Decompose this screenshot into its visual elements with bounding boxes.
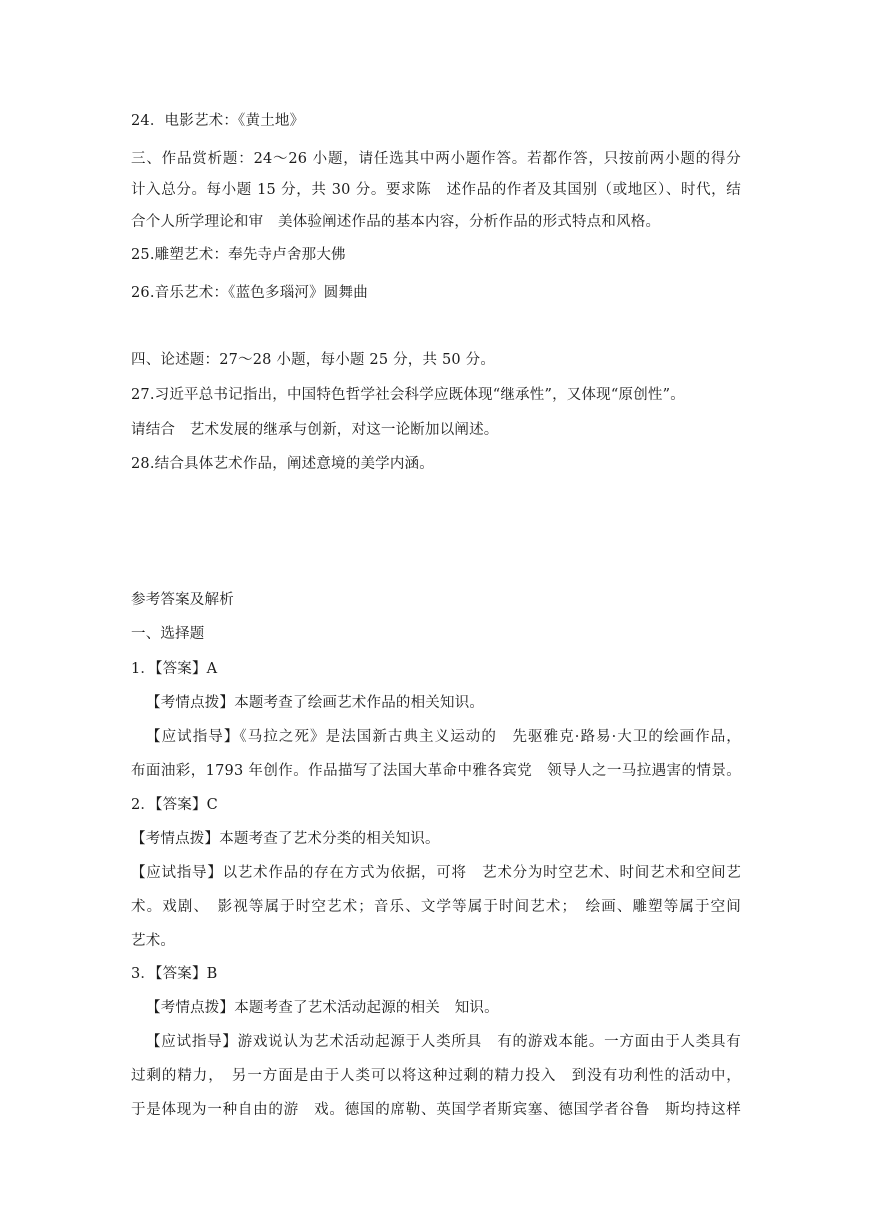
answers-title: 参考答案及解析 [131, 592, 234, 608]
section-3-heading: 三、作品赏析题：24～26 小题，请任选其中两小题作答。若都作答，只按前两小题的得分 [131, 151, 741, 167]
answer-2-guide-line-3: 艺术。 [131, 933, 176, 949]
answer-2-guide-line-2: 术。戏剧、 影视等属于时空艺术；音乐、文学等属于时间艺术； 绘画、雕塑等属于空间 [131, 899, 741, 915]
answer-3: 3．【答案】B [131, 966, 218, 982]
question-24-film: 24．电影艺术：《黄土地》 [131, 113, 305, 129]
answer-2-point: 【考情点拨】本题考查了艺术分类的相关知识。 [131, 831, 440, 847]
answer-3-guide-line-2: 过剩的精力， 另一方面是由于人类可以将这种过剩的精力投入 到没有功利性的活动中， [131, 1068, 741, 1084]
answers-section-1-heading: 一、选择题 [131, 626, 205, 642]
question-26-music: 26.音乐艺术：《蓝色多瑙河》圆舞曲 [131, 285, 368, 301]
question-27-line-2: 请结合 艺术发展的继承与创新，对这一论断加以阐述。 [131, 422, 499, 438]
answer-1-point: 【考情点拨】本题考查了绘画艺术作品的相关知识。 [146, 695, 485, 711]
answer-3-guide-line-3: 于是体现为一种自由的游 戏。德国的席勒、英国学者斯宾塞、德国学者谷鲁 斯均持这样 [131, 1102, 741, 1118]
answer-2: 2．【答案】C [131, 797, 218, 813]
answer-3-point: 【考情点拨】本题考查了艺术活动起源的相关 知识。 [146, 1000, 499, 1016]
answer-2-guide-line-1: 【应试指导】以艺术作品的存在方式为依据，可将 艺术分为时空艺术、时间艺术和空间艺 [131, 865, 741, 881]
section-3-instructions-line-2: 计入总分。每小题 15 分，共 30 分。要求陈 述作品的作者及其国别（或地区）、时代，结 [131, 182, 741, 198]
answer-1-guide-line-2: 布面油彩，1793 年创作。作品描写了法国大革命中雅各宾党 领导人之一马拉遇害的情景。 [131, 763, 741, 779]
answer-3-guide-line-1: 【应试指导】游戏说认为艺术活动起源于人类所具 有的游戏本能。一方面由于人类具有 [146, 1034, 741, 1050]
answer-1-guide-line-1: 【应试指导】《马拉之死》是法国新古典主义运动的 先驱雅克·路易·大卫的绘画作品， [146, 729, 741, 745]
question-28: 28.结合具体艺术作品，阐述意境的美学内涵。 [131, 456, 434, 472]
question-25-sculpture: 25.雕塑艺术：奉先寺卢舍那大佛 [131, 247, 346, 263]
answer-1: 1．【答案】A [131, 661, 218, 677]
question-27-line-1: 27.习近平总书记指出，中国特色哲学社会科学应既体现“继承性”，又体现“原创性”。 [131, 387, 685, 403]
section-4-heading: 四、论述题：27～28 小题，每小题 25 分，共 50 分。 [131, 352, 496, 368]
section-3-instructions-line-3: 合个人所学理论和审 美体验阐述作品的基本内容，分析作品的形式特点和风格。 [131, 214, 661, 230]
